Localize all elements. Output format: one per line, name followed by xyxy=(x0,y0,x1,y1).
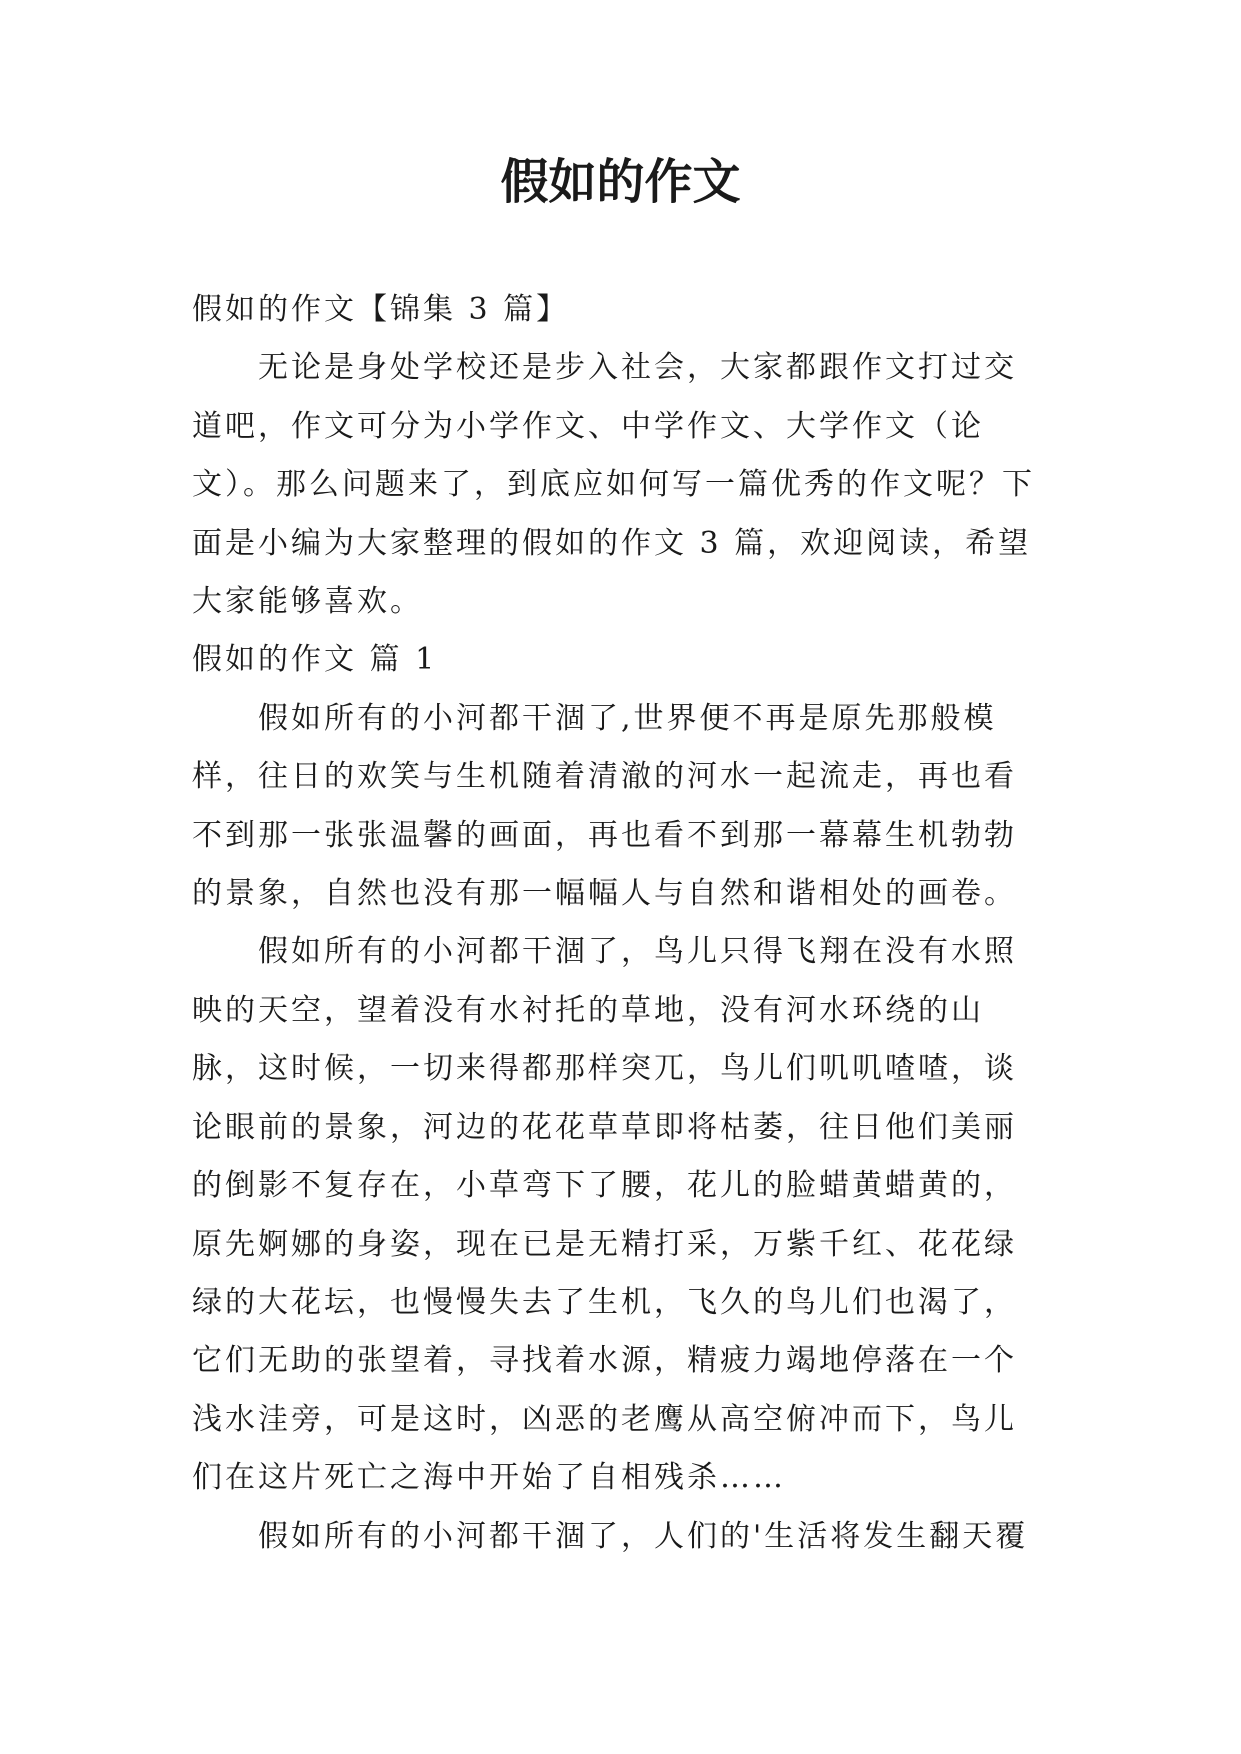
body-paragraph: 假如所有的小河都干涸了，人们的'生活将发生翻天覆 xyxy=(258,1518,1029,1554)
body-paragraph: 假如所有的小河都干涸了，鸟儿只得飞翔在没有水照映的天空，望着没有水衬托的草地，没有河水环绕的山脉，这时候，一切来得都那样突兀，鸟儿们叽叽喳喳，谈论眼前的景象，河边的花花草草即将枯萎，往日他们美丽的倒影不复存在，小草弯下了腰，花儿的脸蜡黄蜡黄的，原先婀娜的身姿，现在已是无精打采，万紫千红、花花绿绿的大花坛，也慢慢失去了生机，飞久的鸟儿们也渴了，它们无助的张望着，寻找着水源，精疲力竭地停落在一个浅水洼旁，可是这时，凶恶的老鹰从高空俯冲而下，鸟儿们在这片死亡之海中开始了自相残杀…… xyxy=(192,934,1017,1496)
document-title: 假如的作文 xyxy=(500,154,741,210)
section-heading: 假如的作文 篇 1 xyxy=(192,642,438,678)
body-paragraph: 假如所有的小河都干涸了,世界便不再是原先那般模样，往日的欢笑与生机随着清澈的河水一起流走，再也看不到那一张张温馨的画面，再也看不到那一幕幕生机勃勃的景象，自然也没有那一幅幅人与自然和谐相处的画卷。 xyxy=(192,700,1017,912)
intro-paragraph: 无论是身处学校还是步入社会，大家都跟作文打过交道吧，作文可分为小学作文、中学作文、大学作文（论文）。那么问题来了，到底应如何写一篇优秀的作文呢？下面是小编为大家整理的假如的作文 3 篇，欢迎阅读，希望大家能够喜欢。 xyxy=(192,350,1035,620)
document-subtitle: 假如的作文【锦集 3 篇】 xyxy=(192,292,570,327)
document-body xyxy=(192,281,1042,1566)
